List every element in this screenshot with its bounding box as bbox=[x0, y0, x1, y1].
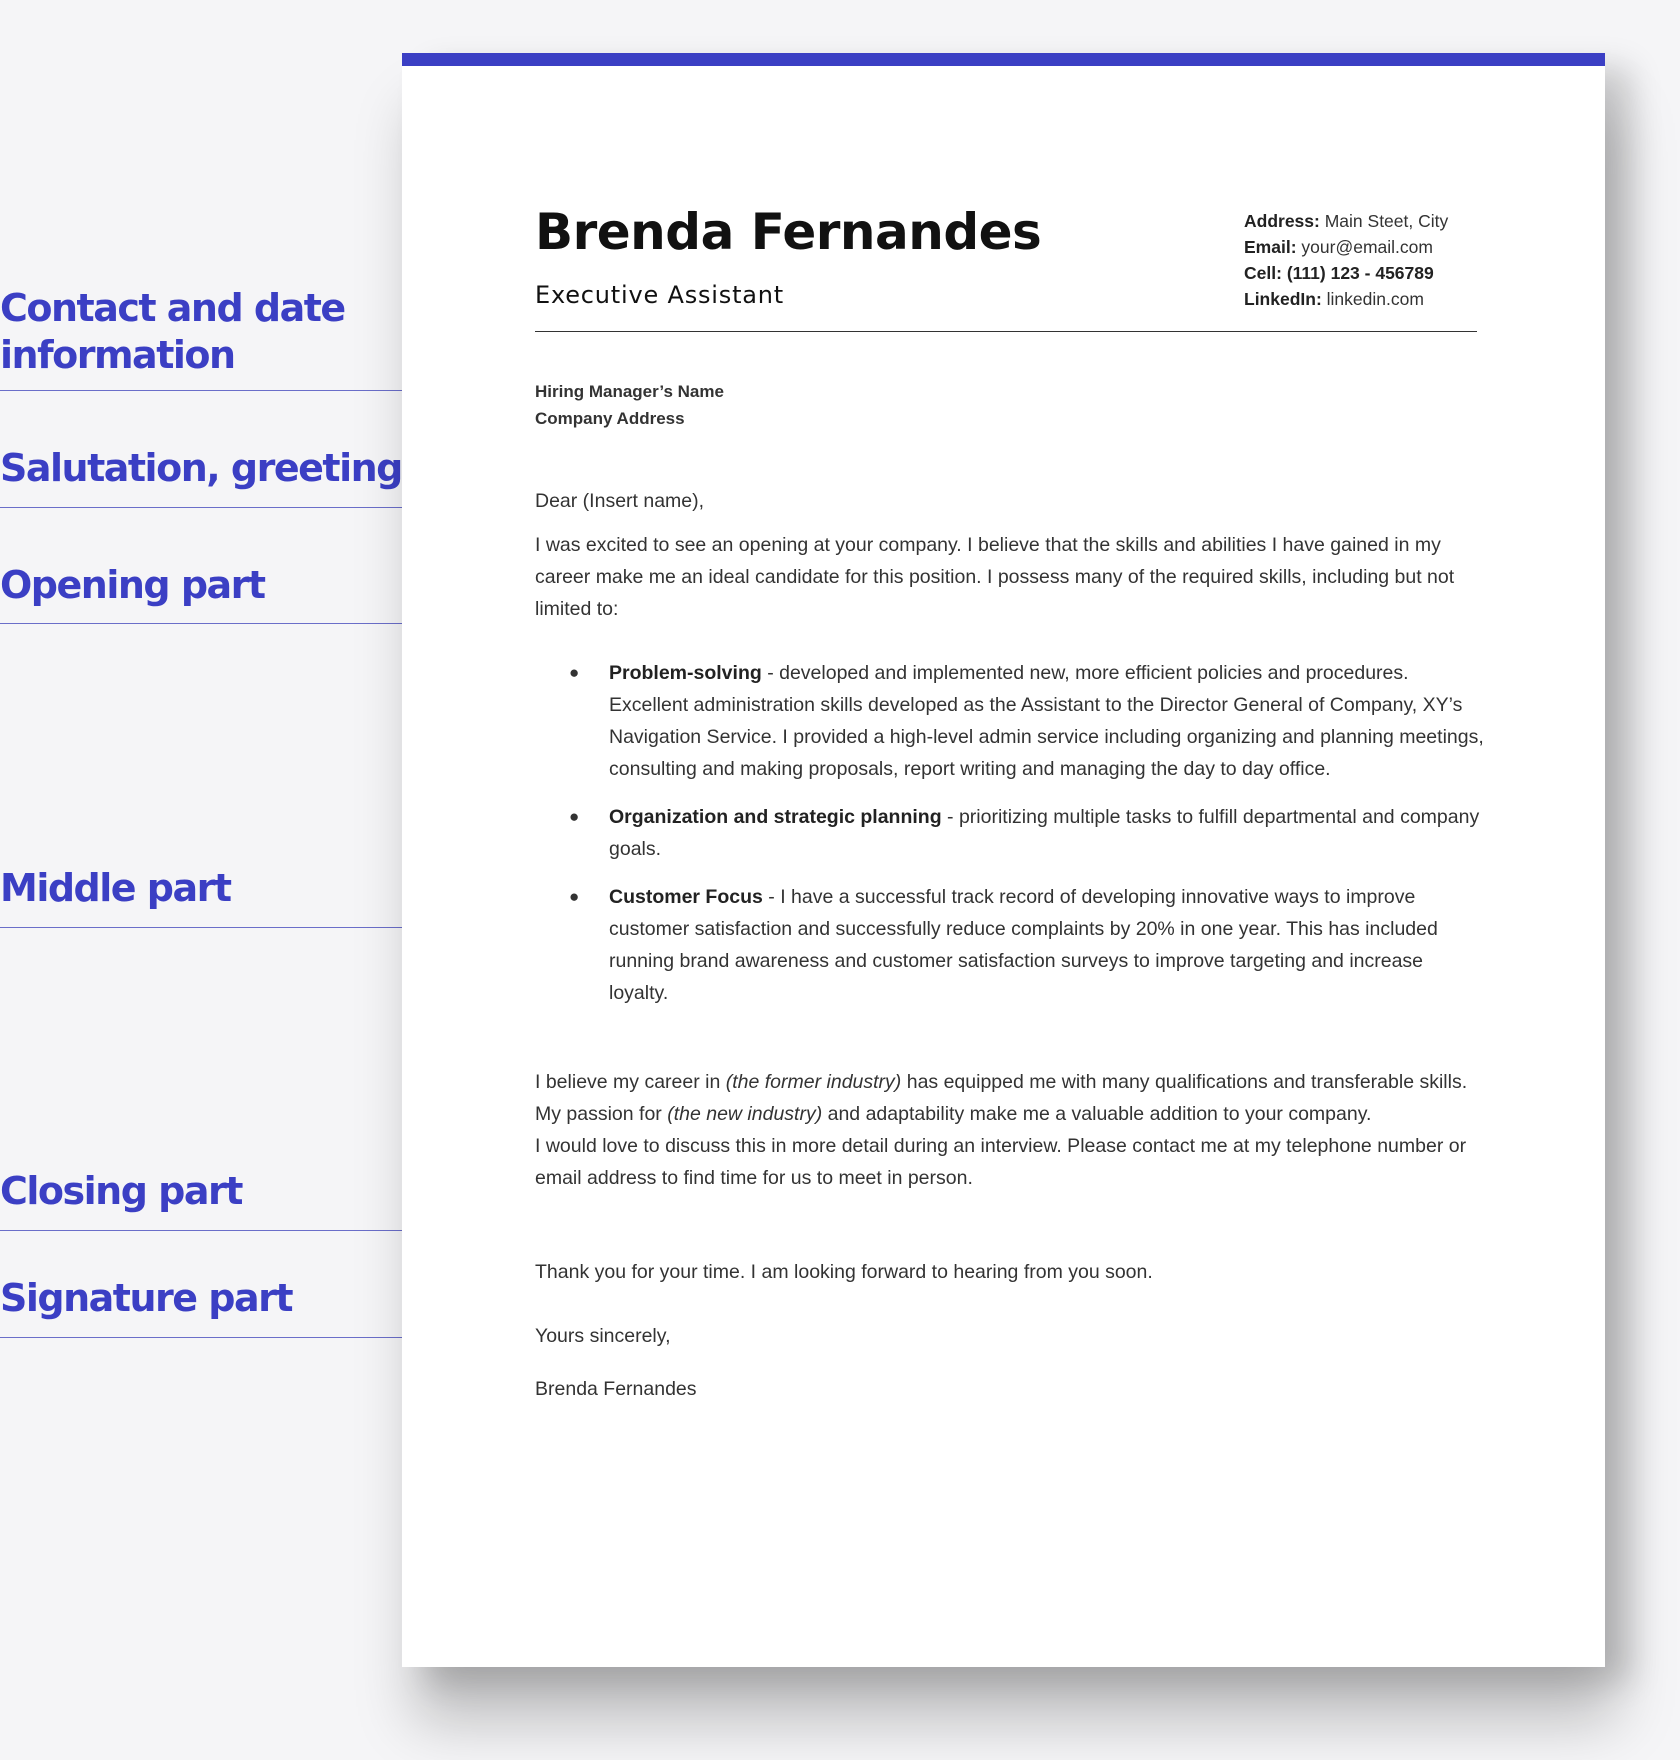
header-divider bbox=[535, 331, 1477, 332]
annotation-label: Contact and date information bbox=[0, 286, 345, 377]
closing-text-3: and adaptability make me a valuable addition to your company. bbox=[822, 1103, 1372, 1125]
sign-off: Yours sincerely, bbox=[535, 1325, 671, 1347]
closing-new-industry: (the new industry) bbox=[667, 1103, 823, 1125]
contact-email-value: your@email.com bbox=[1301, 237, 1433, 257]
bullet-icon: ● bbox=[569, 887, 580, 906]
skill-description: - I have a successful track record of developing innovative ways to improve customer satisfaction and successfully reduce complaints by 20% in one year. This has included running brand awareness and customer satisfaction surveys to improve targeting and increase loyalty. bbox=[609, 886, 1438, 1004]
contact-linkedin-label: LinkedIn: bbox=[1244, 289, 1322, 309]
contact-cell-label: Cell: bbox=[1244, 263, 1282, 283]
skills-section bbox=[535, 657, 1485, 1025]
contact-email-label: Email: bbox=[1244, 237, 1297, 257]
applicant-name: Brenda Fernandes bbox=[535, 203, 1042, 261]
contact-address-label: Address: bbox=[1244, 211, 1320, 231]
skill-description: - prioritizing multiple tasks to fulfill departmental and company goals. bbox=[609, 806, 1480, 860]
annotation-label: Opening part bbox=[0, 563, 265, 607]
annotation-label: Middle part bbox=[0, 866, 231, 910]
job-title: Executive Assistant bbox=[535, 281, 785, 309]
recipient-name: Hiring Manager’s Name bbox=[535, 382, 724, 401]
accent-top-bar bbox=[402, 53, 1605, 66]
closing-text-1: I believe my career in bbox=[535, 1071, 726, 1093]
recipient-address: Company Address bbox=[535, 409, 685, 428]
skill-description: - developed and implemented new, more efficient policies and procedures. Excellent administration skills developed as the Assistant to the Director General of Company, XY’s Navigation Service. I provided a high-level admin service including organizing and planning meetings, consulting and making proposals, report writing and managing the day to day office. bbox=[609, 662, 1484, 780]
contact-address-value: Main Steet, City bbox=[1324, 211, 1449, 231]
contact-block bbox=[1244, 208, 1448, 312]
thanks-line: Thank you for your time. I am looking forward to hearing from you soon. bbox=[535, 1261, 1153, 1283]
signature-name: Brenda Fernandes bbox=[535, 1378, 697, 1400]
closing-paragraph bbox=[535, 1066, 1485, 1130]
recipient-block bbox=[535, 378, 724, 432]
contact-cell bbox=[1244, 260, 1448, 286]
skill-item bbox=[535, 801, 1485, 865]
contact-linkedin bbox=[1244, 286, 1448, 312]
bullet-icon: ● bbox=[569, 807, 580, 826]
cover-letter-page bbox=[402, 53, 1605, 1667]
opening-paragraph: I was excited to see an opening at your company. I believe that the skills and abilities I have gained in my career make me an ideal candidate for this position. I possess many of the required skills, including but not limited to: bbox=[535, 534, 1455, 620]
skill-title: Organization and strategic planning bbox=[609, 806, 942, 828]
skill-title: Problem-solving bbox=[609, 662, 762, 684]
skill-item bbox=[535, 657, 1485, 785]
bullet-icon: ● bbox=[569, 663, 580, 682]
annotation-label: Signature part bbox=[0, 1276, 292, 1320]
interview-paragraph: I would love to discuss this in more detail during an interview. Please contact me at my telephone number or email address to find time for us to meet in person. bbox=[535, 1135, 1467, 1189]
contact-email bbox=[1244, 234, 1448, 260]
skill-title: Customer Focus bbox=[609, 886, 763, 908]
closing-former-industry: (the former industry) bbox=[725, 1071, 902, 1093]
closing-section bbox=[535, 1066, 1485, 1194]
annotation-label: Closing part bbox=[0, 1169, 242, 1213]
contact-linkedin-value: linkedin.com bbox=[1326, 289, 1424, 309]
skill-item bbox=[535, 881, 1485, 1009]
contact-cell-value: (111) 123 - 456789 bbox=[1286, 263, 1434, 283]
contact-address bbox=[1244, 208, 1448, 234]
salutation: Dear (Insert name), bbox=[535, 490, 705, 512]
skills-list bbox=[535, 657, 1485, 1009]
closing-text-2: has equipped me with many qualifications and transferable skills. My passion for bbox=[535, 1071, 1468, 1125]
annotation-label: Salutation, greeting bbox=[0, 446, 402, 490]
